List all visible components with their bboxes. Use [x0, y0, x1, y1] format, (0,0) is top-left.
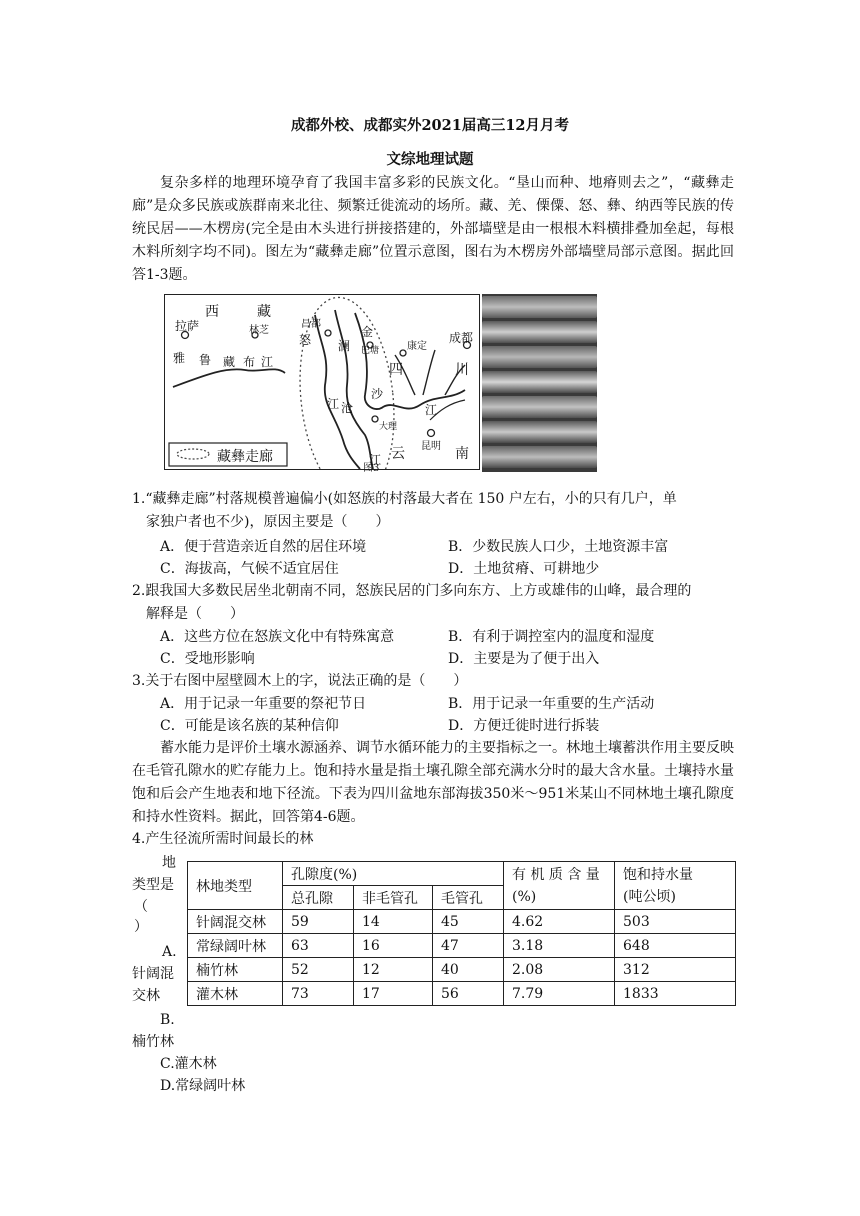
map-label: 成都 — [449, 331, 474, 345]
map-label: 江 — [369, 453, 382, 467]
header-saturation-label: 饱和持水量 — [623, 866, 693, 883]
map-label: 江 — [261, 355, 274, 369]
table-cell: 灌木林 — [188, 982, 283, 1006]
question-3-stem: 3.关于右图中屋壁圆木上的字，说法正确的是（ ） — [132, 673, 468, 689]
question-4-side-text: 类型是 — [132, 877, 174, 893]
header-organic-label: 有 机 质 含 量 — [512, 866, 600, 883]
question-4-option-a-text: 针阔混 — [132, 966, 174, 982]
log-wall-photo — [482, 294, 597, 472]
question-4-option-a-text: 交林 — [132, 988, 160, 1004]
table-row — [188, 910, 736, 934]
log-row — [482, 446, 597, 468]
table-cell: 7.79 — [504, 982, 615, 1006]
map-label: 林芝 — [249, 325, 269, 336]
table-cell: 14 — [354, 910, 433, 934]
map-label: 澜 — [338, 339, 351, 353]
table-cell: 2.08 — [504, 958, 615, 982]
figure-label: 图3 — [363, 463, 380, 474]
question-3-option-a: A．用于记录一年重要的祭祀节日 — [160, 696, 367, 712]
header-organic-unit: (%) — [512, 888, 537, 905]
map-label: 沙 — [371, 387, 384, 401]
log-row — [482, 346, 597, 368]
map-label: 云 — [391, 446, 405, 462]
question-4-side-text: 地 — [162, 855, 176, 871]
table-cell: 503 — [615, 910, 736, 934]
map-label: 四 — [389, 362, 403, 378]
soil-porosity-table — [187, 861, 736, 1006]
table-cell: 12 — [354, 958, 433, 982]
question-1-option-a: A．便于营造亲近自然的居住环境 — [160, 539, 367, 555]
question-4-option-c: C.灌木林 — [160, 1056, 217, 1072]
map-label: 雅 — [173, 351, 186, 365]
question-1-stem-line2: 家独户者也不少)，原因主要是（ ） — [146, 514, 390, 530]
question-4-option-d: D.常绿阔叶林 — [160, 1078, 246, 1094]
map-label: 大理 — [379, 422, 398, 432]
header-organic — [504, 862, 615, 910]
header-total-porosity: 总孔隙 — [283, 886, 354, 910]
header-forest-type: 林地类型 — [188, 862, 283, 910]
table-cell: 17 — [354, 982, 433, 1006]
table-cell: 1833 — [615, 982, 736, 1006]
header-porosity: 孔隙度(%) — [283, 862, 504, 886]
log-row — [482, 296, 597, 318]
map-label: 川 — [455, 362, 469, 378]
map-label: 沧 — [341, 401, 354, 415]
question-2-option-a: A．这些方位在怒族文化中有特殊寓意 — [160, 629, 395, 645]
question-3-option-c: C．可能是该名族的某种信仰 — [160, 718, 339, 734]
question-2-option-d: D．主要是为了便于出入 — [448, 651, 600, 667]
intro2-text: 蓄水能力是评价土壤水源涵养、调节水循环能力的主要指标之一。林地土壤蓄洪作用主要反映在毛管孔隙水的贮存能力上。饱和持水量是指土壤孔隙全部充满水分时的最大含水量。土壤持水量饱和后会产生地表和地下径流。下表为四川盆地东部海拔350米～951米某山不同林地土壤孔隙度和持水性资料。据此，回答第4-6题。 — [132, 740, 734, 825]
question-2-option-b: B．有利于调控室内的温度和湿度 — [448, 629, 655, 645]
table-cell: 312 — [615, 958, 736, 982]
map-label: 拉萨 — [175, 319, 200, 333]
log-row — [482, 421, 597, 443]
question-3-option-d: D．方便迁徙时进行拆装 — [448, 718, 600, 734]
map-label: 康定 — [407, 341, 427, 352]
map-label: 金 — [361, 325, 374, 339]
table-cell: 52 — [283, 958, 354, 982]
header-saturation — [615, 862, 736, 910]
map-legend-label: 藏彝走廊 — [217, 449, 273, 465]
question-4-option-b-letter: B. — [160, 1012, 175, 1028]
question-2-stem-line1: 2.跟我国大多数民居坐北朝南不同，怒族民居的门多向东方、上方或雄伟的山峰，最合理的 — [132, 583, 692, 599]
map-label: 江 — [327, 397, 340, 411]
table-cell: 73 — [283, 982, 354, 1006]
map-label: 鲁 — [199, 353, 212, 367]
table-cell: 常绿阔叶林 — [188, 934, 283, 958]
table-cell: 4.62 — [504, 910, 615, 934]
question-4-option-a-letter: A. — [162, 944, 177, 960]
header-saturation-unit: (吨公顷) — [623, 888, 676, 905]
table-row — [188, 958, 736, 982]
log-row — [482, 396, 597, 418]
map-label: 昌都 — [301, 319, 321, 330]
header-capillary: 毛管孔 — [433, 886, 504, 910]
table-row — [188, 934, 736, 958]
figure-map-and-photo — [164, 294, 597, 472]
table-cell: 40 — [433, 958, 504, 982]
table-cell: 45 — [433, 910, 504, 934]
page-subtitle: 文综地理试题 — [386, 151, 474, 168]
intro2-paragraph — [132, 737, 734, 829]
table-cell: 楠竹林 — [188, 958, 283, 982]
map-label: 布 — [243, 355, 256, 369]
question-4-side-text: ） — [134, 919, 148, 935]
table-cell: 59 — [283, 910, 354, 934]
table-row — [188, 982, 736, 1006]
table-cell: 63 — [283, 934, 354, 958]
table-cell: 648 — [615, 934, 736, 958]
question-4-side-text: （ — [134, 899, 148, 915]
question-1-option-d: D．土地贫瘠、可耕地少 — [448, 561, 600, 577]
map-label: 西 — [205, 304, 219, 320]
question-1-option-c: C．海拔高，气候不适宜居住 — [160, 561, 339, 577]
intro-text: 复杂多样的地理环境孕育了我国丰富多彩的民族文化。“垦山而种、地瘠则去之”，“藏彝走廊”是众多民族或族群南来北往、频繁迁徙流动的场所。藏、羌、傈僳、怒、彝、纳西等民族的传统民居——木楞房(完全是由木头进行拼接搭建的，外部墙壁是由一根根木料横排叠加垒起，每根木料所刻字均不同)。图左为“藏彝走廊”位置示意图，图右为木楞房外部墙壁局部示意图。据此回答1-3题。 — [132, 175, 734, 283]
question-4-stem: 4.产生径流所需时间最长的林 — [132, 831, 314, 847]
table-cell: 针阔混交林 — [188, 910, 283, 934]
page-title: 成都外校、成都实外2021届高三12月月考 — [290, 117, 570, 134]
table-cell: 16 — [354, 934, 433, 958]
table-cell: 3.18 — [504, 934, 615, 958]
table-cell: 56 — [433, 982, 504, 1006]
map-label: 江 — [425, 403, 438, 417]
log-row — [482, 371, 597, 393]
map-label: 藏 — [223, 355, 236, 369]
zangyi-corridor-map — [164, 294, 480, 474]
table-cell: 47 — [433, 934, 504, 958]
log-row — [482, 321, 597, 343]
question-1-stem-line1: 1.“藏彝走廊”村落规模普遍偏小(如怒族的村落最大者在 150 户左右，小的只有几户，单 — [132, 491, 677, 507]
intro-paragraph — [132, 172, 734, 287]
question-1-option-b: B．少数民族人口少，土地资源丰富 — [448, 539, 669, 555]
map-label: 昆明 — [421, 441, 441, 452]
question-4-option-b-text: 楠竹林 — [132, 1034, 174, 1050]
header-non-capillary: 非毛管孔 — [354, 886, 433, 910]
map-label: 怒 — [299, 333, 312, 347]
question-3-option-b: B．用于记录一年重要的生产活动 — [448, 696, 655, 712]
map-label: 藏 — [257, 304, 271, 320]
map-label: 巴塘 — [361, 346, 380, 356]
map-label: 南 — [455, 446, 469, 462]
question-2-stem-line2: 解释是（ ） — [146, 606, 244, 622]
question-2-option-c: C．受地形影响 — [160, 651, 255, 667]
